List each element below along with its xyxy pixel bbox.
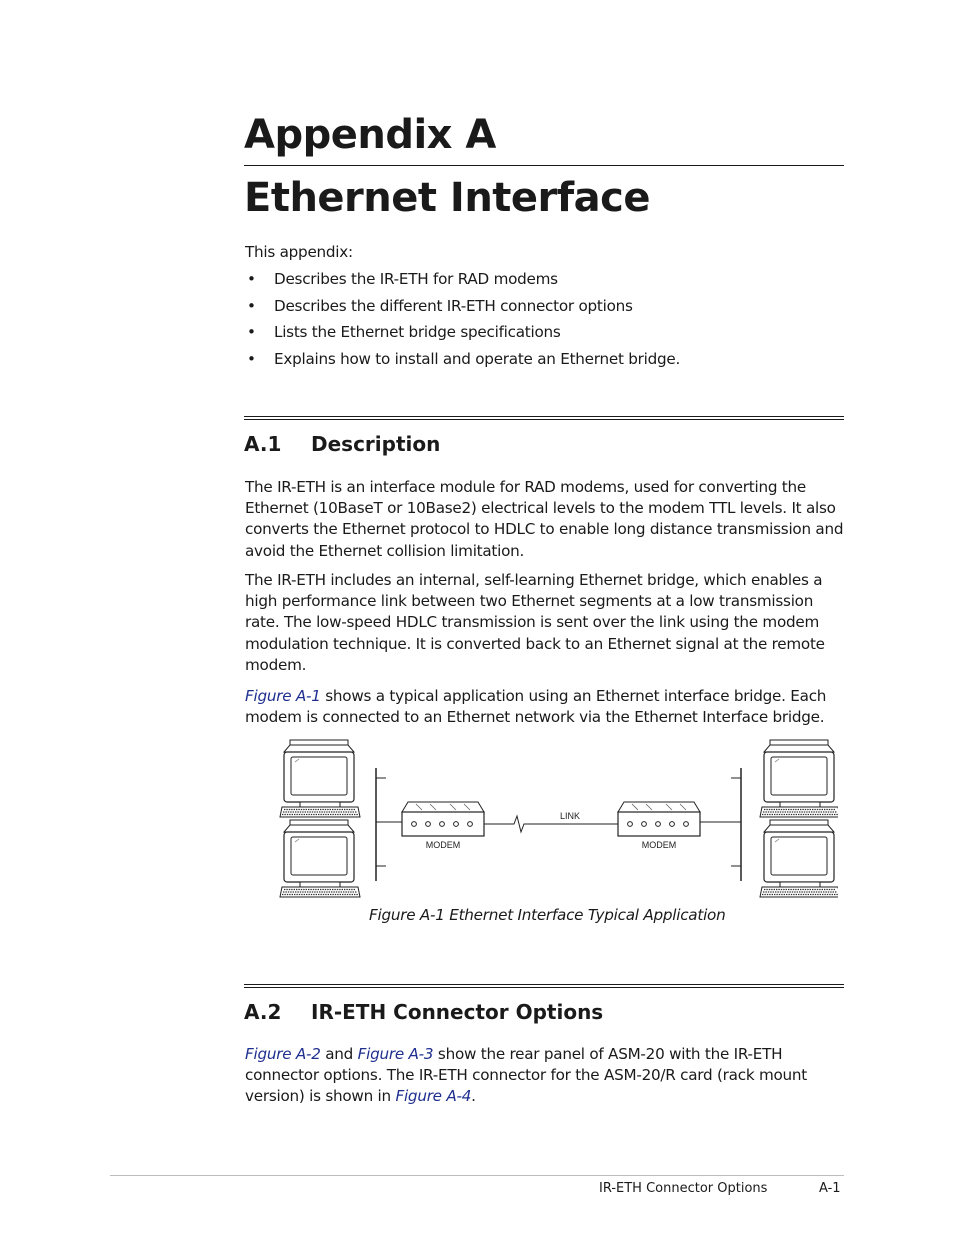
list-item (245, 322, 680, 349)
figure-caption: Figure A-1 Ethernet Interface Typical Application (369, 906, 726, 924)
figure-a4-link[interactable]: Figure A-4 (395, 1087, 472, 1106)
paragraph-text: and (320, 1045, 358, 1063)
bullet-text: Explains how to install and operate an Ethernet bridge. (274, 349, 681, 368)
description-paragraph-3 (245, 686, 845, 728)
section-title: IR-ETH Connector Options (311, 1000, 604, 1024)
connector-options-paragraph (245, 1044, 845, 1108)
computer-icon (280, 820, 360, 897)
figure-a2-link[interactable]: Figure A-2 (245, 1045, 321, 1063)
section-heading-a1 (244, 432, 440, 456)
computer-icon (760, 740, 838, 817)
left-modem-icon (402, 802, 484, 836)
section-title: Description (311, 432, 441, 456)
appendix-label: Appendix A (244, 112, 496, 158)
description-paragraph-2: The IR-ETH includes an internal, self-learning Ethernet bridge, which enables a high performance link between two Ethernet segments at a low transmission rate. The low-speed HDLC transmission is sent over the link using the modem modulation technique. It is converted back to an Ethernet signal at the remote modem. (245, 571, 825, 674)
bullet-icon: • (247, 349, 256, 368)
section-number: A.1 (244, 432, 282, 456)
list-item (245, 269, 680, 296)
link-label: LINK (559, 811, 581, 821)
section-heading-a2 (244, 1000, 603, 1024)
footer-rule (110, 1175, 844, 1176)
figure-a3-link[interactable]: Figure A-3 (357, 1045, 434, 1063)
page-title: Ethernet Interface (244, 175, 650, 221)
section-rule (244, 416, 844, 420)
paragraph-text: . (471, 1087, 476, 1106)
intro-lead: This appendix: (245, 243, 353, 261)
bullet-icon: • (247, 323, 256, 341)
title-rule (244, 165, 844, 166)
figure-a1-link[interactable]: Figure A-1 (245, 687, 321, 705)
computer-icon (280, 740, 360, 817)
right-modem-icon (618, 802, 700, 836)
section-rule (244, 984, 844, 988)
footer-page-number: A-1 (819, 1181, 841, 1196)
bullet-icon: • (247, 296, 256, 315)
ethernet-application-diagram (278, 738, 838, 900)
link-line (484, 816, 618, 832)
section-number: A.2 (244, 1000, 282, 1024)
bullet-text: Lists the Ethernet bridge specifications (274, 323, 561, 341)
intro-bullet-list (245, 269, 680, 375)
paragraph-text: shows a typical application using an Ethernet interface bridge. Each modem is connected to an Ethernet network via the Ethernet Interface bridge. (245, 687, 827, 727)
bullet-icon: • (247, 270, 256, 288)
left-modem-label: MODEM (425, 840, 461, 850)
description-paragraph-1: The IR-ETH is an interface module for RAD modems, used for converting the Ethernet (10BaseT or 10Base2) electrical levels to the modem TTL levels. It also converts the Ethernet protocol to HDLC to enable long distance transmission and avoid the Ethernet collision limitation. (245, 478, 844, 560)
bullet-text: Describes the different IR-ETH connector options (274, 296, 633, 315)
list-item (245, 296, 680, 323)
bullet-text: Describes the IR-ETH for RAD modems (274, 270, 558, 288)
right-modem-label: MODEM (641, 840, 677, 850)
paragraph-text: show the rear panel of ASM-20 with the IR-ETH connector options. The IR-ETH connector for the ASM-20/R card (rack mount version) is shown in (245, 1045, 807, 1106)
computer-icon (760, 820, 838, 897)
list-item (245, 349, 680, 376)
footer-section-name: IR-ETH Connector Options (599, 1181, 768, 1196)
